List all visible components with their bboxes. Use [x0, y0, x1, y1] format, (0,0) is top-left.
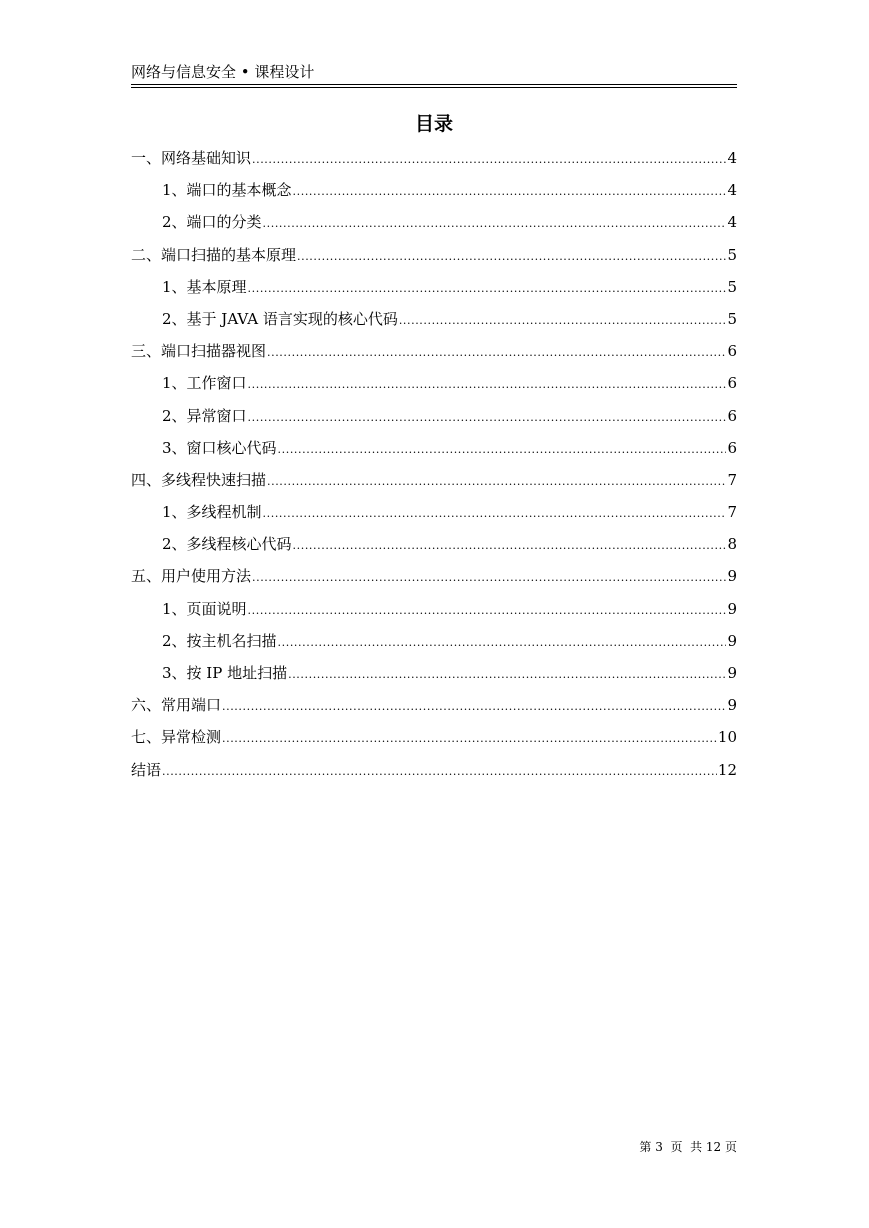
toc-leader-dots [222, 725, 717, 753]
toc-entry[interactable] [131, 144, 737, 176]
toc-leader-dots [222, 693, 726, 721]
toc-leader-dots [248, 371, 727, 399]
running-header: 网络与信息安全 • 课程设计 [131, 63, 315, 81]
toc-entry-text: 三、端口扫描器视图 [131, 342, 267, 361]
toc-leader-dots [399, 307, 727, 335]
toc-entry-text: 2、多线程核心代码 [162, 535, 292, 554]
toc-entry-text: 六、常用端口 [131, 696, 222, 715]
toc-leader-dots [162, 758, 717, 786]
toc-entry-page: 6 [727, 438, 737, 457]
toc-leader-dots [288, 661, 726, 689]
toc-entry-page: 9 [727, 631, 737, 650]
toc-title: 目录 [414, 113, 453, 135]
toc-entry-page: 4 [727, 149, 737, 167]
toc-entry-page: 6 [727, 374, 737, 393]
toc-entry[interactable] [131, 337, 737, 369]
toc-entry-text: 1、工作窗口 [162, 374, 247, 393]
toc-entry-page: 10 [717, 728, 737, 747]
toc-entry-text: 结语 [131, 760, 162, 779]
toc-leader-dots [267, 468, 726, 496]
toc-entry-text: 3、窗口核心代码 [162, 438, 277, 457]
toc-entry[interactable] [131, 369, 737, 401]
toc-entry-page: 9 [727, 567, 737, 586]
toc-entry[interactable] [131, 756, 737, 788]
toc-entry[interactable] [131, 691, 737, 723]
toc-entry-page: 12 [717, 760, 737, 779]
toc-leader-dots [297, 243, 726, 271]
toc-leader-dots [267, 339, 726, 367]
toc-entry-text: 2、异常窗口 [162, 406, 247, 425]
toc-entry[interactable] [131, 498, 737, 530]
toc-entry-page: 5 [727, 277, 737, 296]
toc-leader-dots [278, 629, 727, 657]
toc-entry-text: 1、页面说明 [162, 599, 247, 618]
toc-entry-page: 8 [727, 535, 737, 554]
toc-entry[interactable] [131, 273, 737, 305]
toc-entry[interactable] [131, 176, 737, 208]
page-footer: 第 3 页 共 12 页 [639, 1140, 737, 1154]
toc-entry[interactable] [131, 305, 737, 337]
toc-leader-dots [248, 597, 727, 625]
toc-entry[interactable] [131, 562, 737, 594]
toc-entry[interactable] [131, 627, 737, 659]
toc-entry-text: 2、基于 JAVA 语言实现的核心代码 [162, 309, 398, 328]
toc-entry[interactable] [131, 434, 737, 466]
toc-entry-page: 9 [727, 599, 737, 618]
toc-leader-dots [278, 436, 727, 464]
toc-entry-page: 5 [727, 309, 737, 328]
toc-entry-page: 5 [727, 245, 737, 264]
toc-entry-text: 2、按主机名扫描 [162, 631, 277, 650]
toc-leader-dots [252, 564, 726, 592]
toc-entry-page: 6 [727, 342, 737, 361]
toc-entry-page: 7 [727, 470, 737, 489]
toc-entry-text: 2、端口的分类 [162, 213, 262, 232]
toc-entry-text: 1、基本原理 [162, 277, 247, 296]
toc-leader-dots [263, 210, 727, 238]
toc-entry-page: 6 [727, 406, 737, 425]
toc-leader-dots [293, 178, 727, 206]
toc-entry-page: 9 [727, 664, 737, 682]
toc-entry-text: 3、按 IP 地址扫描 [162, 664, 288, 682]
toc-entry-text: 二、端口扫描的基本原理 [131, 245, 297, 264]
toc-entry[interactable] [131, 466, 737, 498]
toc-leader-dots [252, 146, 726, 174]
toc-leader-dots [248, 275, 727, 303]
toc-entry-page: 9 [727, 696, 737, 715]
toc-entry-text: 七、异常检测 [131, 728, 222, 747]
header-rule-thin [131, 87, 737, 88]
toc-entry[interactable] [131, 595, 737, 627]
table-of-contents [131, 144, 737, 788]
toc-entry-text: 1、端口的基本概念 [162, 181, 292, 200]
toc-entry-page: 4 [727, 181, 737, 200]
toc-entry-text: 四、多线程快速扫描 [131, 470, 267, 489]
toc-entry-text: 一、网络基础知识 [131, 149, 252, 167]
toc-entry[interactable] [131, 208, 737, 240]
toc-entry[interactable] [131, 402, 737, 434]
toc-entry[interactable] [131, 723, 737, 755]
toc-entry-text: 1、多线程机制 [162, 503, 262, 522]
toc-entry[interactable] [131, 659, 737, 691]
header-rule-thick [131, 84, 737, 85]
toc-leader-dots [248, 404, 727, 432]
toc-entry-text: 五、用户使用方法 [131, 567, 252, 586]
toc-entry[interactable] [131, 241, 737, 273]
toc-entry-page: 4 [727, 213, 737, 232]
toc-leader-dots [263, 500, 727, 528]
toc-leader-dots [293, 532, 727, 560]
toc-entry[interactable] [131, 530, 737, 562]
toc-entry-page: 7 [727, 503, 737, 522]
